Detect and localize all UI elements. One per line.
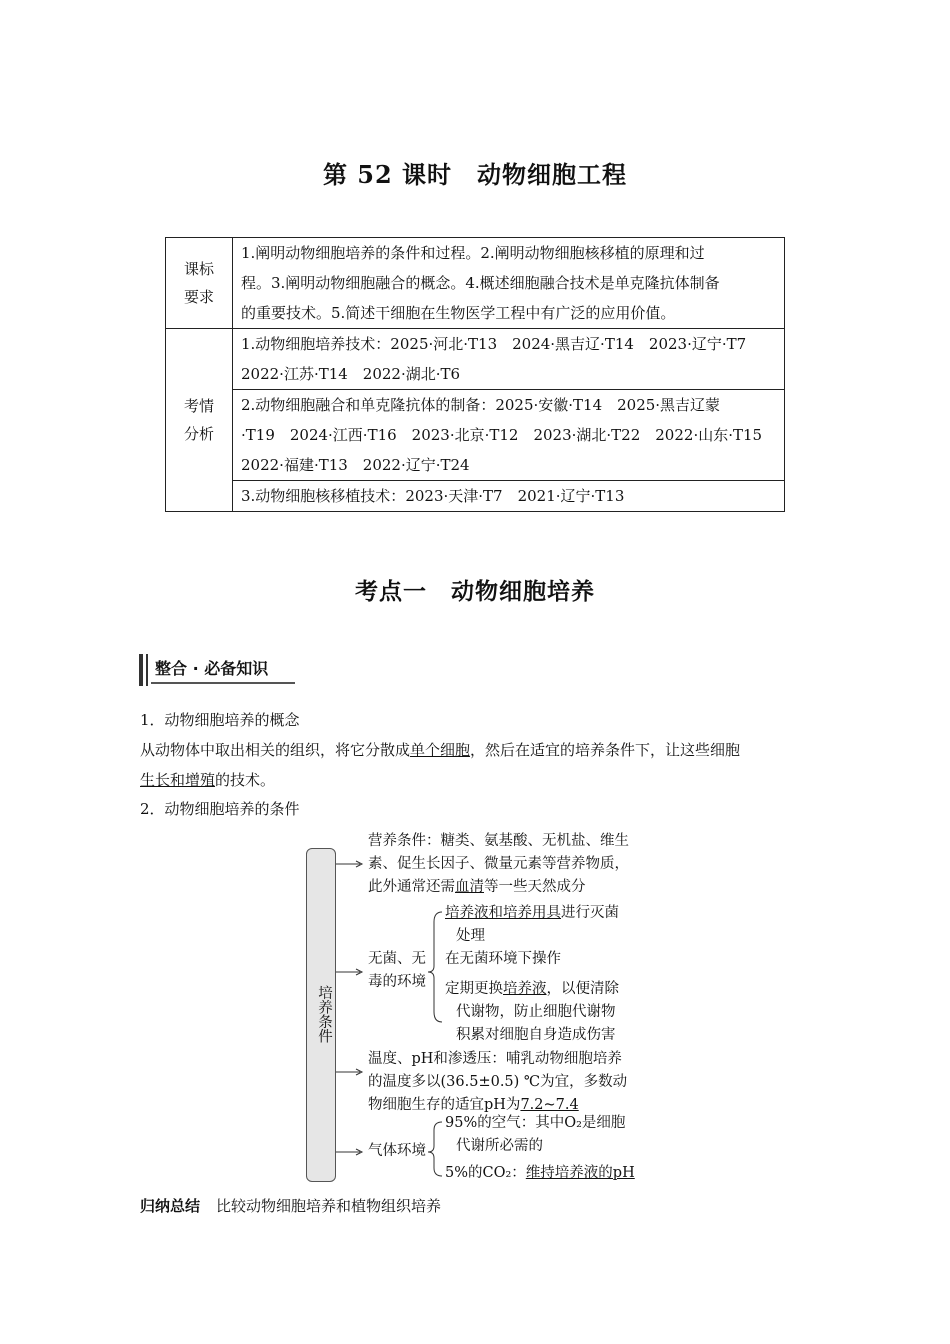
table-row xyxy=(166,390,785,481)
gas-item: 95%的空气：其中O₂是细胞 xyxy=(445,1115,626,1131)
culture-conditions-diagram xyxy=(300,826,660,1186)
row-header: 考情 分析 xyxy=(166,329,233,512)
summary-text: 比较动物细胞培养和植物组织培养 xyxy=(216,1197,442,1215)
item1-heading: 1．动物细胞培养的概念 xyxy=(140,711,300,729)
nutrition-line: 营养条件：糖类、氨基酸、无机盐、维生 xyxy=(368,833,629,849)
temperature-line: 的温度多以(36.5±0.5) ℃为宜，多数动 xyxy=(368,1074,628,1090)
item1-definition: 从动物体中取出相关的组织，将它分散成单个细胞，然后在适宜的培养条件下，让这些细胞 生长和增殖的技术。 xyxy=(140,741,741,789)
sterile-item: 代谢物，防止细胞代谢物 xyxy=(456,1004,616,1020)
sterile-item: 处理 xyxy=(456,928,485,944)
sterile-label: 无菌、无 xyxy=(368,951,426,967)
temperature-line: 物细胞生存的适宜pH为7.2~7.4 xyxy=(368,1097,579,1113)
sterile-item: 培养液和培养用具进行灭菌 xyxy=(445,905,619,921)
exam-analysis-cell-fusion: 2.动物细胞融合和单克隆抗体的制备：2025·安徽·T14 2025·黑吉辽蒙 ·T19 2024·江西·T16 2023·北京·T12 2023·湖北·T22 2022·山东·T15 2022·福建·T13 2022·辽宁·T24 xyxy=(233,390,785,481)
section-title: 考点一 动物细胞培养 xyxy=(355,578,595,605)
banner-label: 整合 · 必备知识 xyxy=(151,654,295,684)
root-box: 培养条件 xyxy=(306,848,336,1182)
sterile-item: 定期更换培养液，以便清除 xyxy=(445,981,619,997)
summary-label: 归纳总结 xyxy=(140,1197,201,1215)
gas-label: 气体环境 xyxy=(368,1143,426,1159)
requirements-table xyxy=(165,237,785,512)
table-row xyxy=(166,329,785,390)
nutrition-line: 素、促生长因子、微量元素等营养物质， xyxy=(368,856,629,872)
gas-item: 5%的CO₂：维持培养液的pH xyxy=(445,1165,635,1181)
curriculum-requirements: 1.阐明动物细胞培养的条件和过程。2.阐明动物细胞核移植的原理和过 程。3.阐明动物细胞融合的概念。4.概述细胞融合技术是单克隆抗体制备 的重要技术。5.简述干细胞在生物医学工程中有广泛的应用价值。 xyxy=(233,238,785,329)
sterile-item: 在无菌环境下操作 xyxy=(445,951,561,967)
sterile-item: 积累对细胞自身造成伤害 xyxy=(456,1027,616,1043)
nutrition-line: 此外通常还需血清等一些天然成分 xyxy=(368,879,586,895)
exam-analysis-cell-training: 1.动物细胞培养技术：2025·河北·T13 2024·黑吉辽·T14 2023·辽宁·T7 2022·江苏·T14 2022·湖北·T6 xyxy=(233,329,785,390)
table-row xyxy=(166,238,785,329)
row-header: 课标 要求 xyxy=(166,238,233,329)
page-title: 第 52 课时 动物细胞工程 xyxy=(322,160,628,189)
sterile-label: 毒的环境 xyxy=(368,974,426,990)
section-banner xyxy=(139,654,295,686)
temperature-line: 温度、pH和渗透压：哺乳动物细胞培养 xyxy=(368,1051,622,1067)
item2-heading: 2．动物细胞培养的条件 xyxy=(140,800,300,818)
exam-analysis-nuclear-transfer: 3.动物细胞核移植技术：2023·天津·T7 2021·辽宁·T13 xyxy=(233,481,785,512)
gas-item: 代谢所必需的 xyxy=(456,1138,543,1154)
summary-line xyxy=(140,1192,441,1220)
table-row xyxy=(166,481,785,512)
